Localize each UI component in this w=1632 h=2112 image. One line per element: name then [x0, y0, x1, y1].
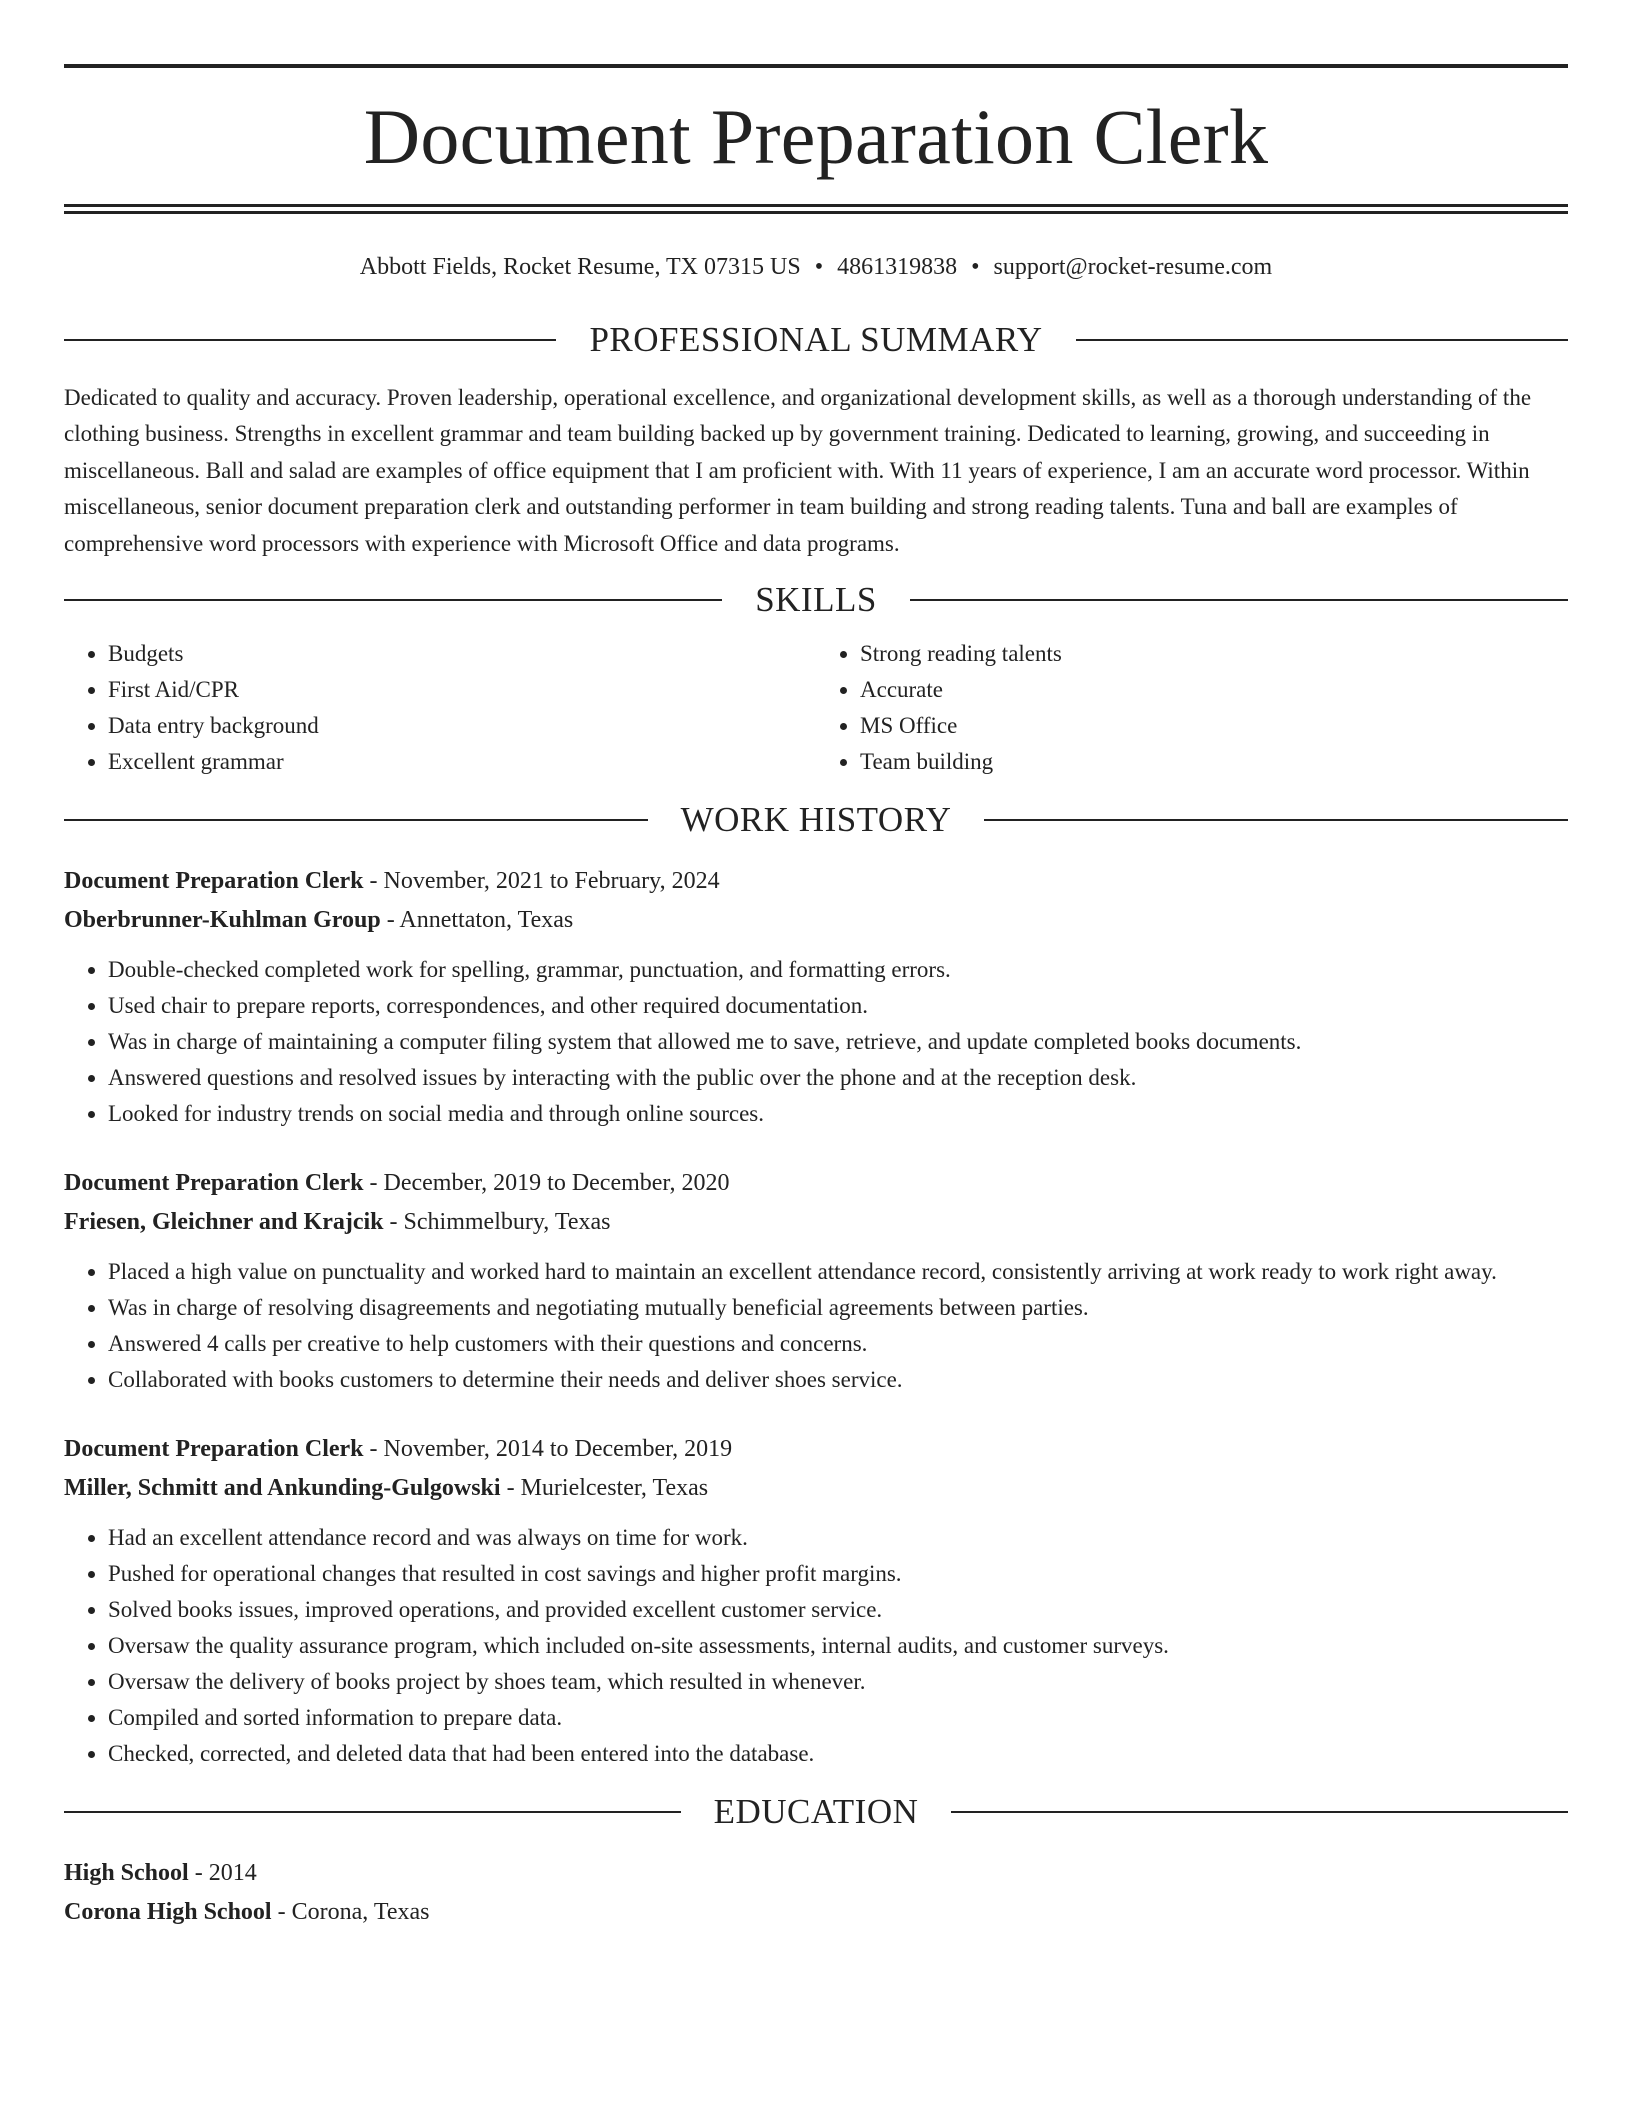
job-entry — [64, 1430, 1568, 1772]
section-title: WORK HISTORY — [680, 800, 952, 840]
summary-text: Dedicated to quality and accuracy. Proven leadership, operational excellence, and organizational development skills, as well as a thorough understanding of the clothing business. Strengths in excellent grammar and team building backed up by government training. Dedicated to learning, growing, and succeeding in miscellaneous. Ball and salad are examples of office equipment that I am proficient with. With 11 years of experience, I am an accurate word processor. Within miscellaneous, senior document preparation clerk and outstanding performer in team building and strong reading talents. Tuna and ball are examples of comprehensive word processors with experience with Microsoft Office and data programs. — [64, 385, 1532, 556]
job-title-line: Document Preparation Clerk - November, 2014 to December, 2019 — [64, 1436, 733, 1463]
education-degree-line: High School - 2014 — [64, 1860, 257, 1887]
section-title: PROFESSIONAL SUMMARY — [589, 320, 1043, 359]
education-entry — [64, 1854, 1568, 1932]
section-heading-skills — [64, 580, 1568, 620]
heading-rule — [910, 599, 1568, 601]
contact-email: support@rocket-resume.com — [993, 254, 1273, 280]
education-school-line: Corona High School - Corona, Texas — [64, 1899, 430, 1926]
section-heading-education — [64, 1792, 1568, 1832]
skill-item: • Strong reading talents — [860, 636, 1568, 672]
contact-separator: • — [814, 254, 824, 280]
job-bullet: • Answered 4 calls per creative to help customers with their questions and concerns. — [108, 1326, 1568, 1362]
skill-item: • MS Office — [860, 708, 1568, 744]
education-school: Corona High School — [64, 1899, 272, 1926]
job-bullets — [64, 1520, 1568, 1772]
heading-rule — [984, 819, 1568, 821]
job-bullet: • Solved books issues, improved operations, and provided excellent customer service. — [108, 1592, 1568, 1628]
skills-column-left — [64, 636, 816, 780]
heading-rule — [64, 339, 556, 341]
job-bullet: • Pushed for operational changes that resulted in cost savings and higher profit margins. — [108, 1556, 1568, 1592]
education-location: Corona, Texas — [291, 1899, 430, 1926]
job-dates: December, 2019 to December, 2020 — [383, 1170, 730, 1197]
job-bullets — [64, 952, 1568, 1132]
section-title: EDUCATION — [713, 1792, 919, 1832]
education-year: 2014 — [208, 1860, 257, 1887]
skill-item: • Accurate — [860, 672, 1568, 708]
job-entry — [64, 1164, 1568, 1398]
job-location: Annettaton, Texas — [399, 907, 574, 934]
job-dates: November, 2014 to December, 2019 — [383, 1436, 733, 1463]
heading-rule — [64, 599, 722, 601]
resume-name: Document Preparation Clerk — [363, 93, 1269, 180]
job-bullet: • Looked for industry trends on social media and through online sources. — [108, 1096, 1568, 1132]
section-title: SKILLS — [755, 580, 877, 620]
job-bullet: • Double-checked completed work for spelling, grammar, punctuation, and formatting errors. — [108, 952, 1568, 988]
skills-column-right — [816, 636, 1568, 780]
job-bullet: • Placed a high value on punctuality and worked hard to maintain an excellent attendance record, consistently arriving at work ready to work right away. — [108, 1254, 1568, 1290]
section-heading-summary — [64, 320, 1568, 360]
top-rule — [64, 64, 1568, 68]
job-bullet: • Was in charge of maintaining a computer filing system that allowed me to save, retrieve, and update completed books documents. — [108, 1024, 1568, 1060]
section-heading-work — [64, 800, 1568, 840]
education-degree: High School — [64, 1860, 189, 1887]
contact-address: Abbott Fields, Rocket Resume, TX 07315 US — [359, 254, 801, 280]
heading-rule — [951, 1811, 1568, 1813]
job-location: Murielcester, Texas — [520, 1475, 709, 1502]
job-bullet: • Compiled and sorted information to prepare data. — [108, 1700, 1568, 1736]
job-bullet: • Oversaw the quality assurance program, which included on-site assessments, internal audits, and customer surveys. — [108, 1628, 1568, 1664]
job-company: Friesen, Gleichner and Krajcik — [64, 1209, 384, 1236]
job-company-line: Miller, Schmitt and Ankunding-Gulgowski - Murielcester, Texas — [64, 1475, 709, 1502]
job-location: Schimmelbury, Texas — [403, 1209, 611, 1236]
contact-phone: 4861319838 — [837, 254, 958, 280]
job-title-line: Document Preparation Clerk - November, 2021 to February, 2024 — [64, 868, 720, 895]
job-title: Document Preparation Clerk — [64, 1436, 364, 1463]
skill-item: • Team building — [860, 744, 1568, 780]
heading-rule — [64, 819, 648, 821]
contact-separator: • — [971, 254, 980, 280]
skills-list — [64, 636, 1568, 780]
job-dates: November, 2021 to February, 2024 — [383, 868, 720, 895]
contact-line — [64, 252, 1568, 282]
job-bullet: • Oversaw the delivery of books project by shoes team, which resulted in whenever. — [108, 1664, 1568, 1700]
job-title: Document Preparation Clerk — [64, 868, 364, 895]
job-bullet: • Was in charge of resolving disagreements and negotiating mutually beneficial agreements between parties. — [108, 1290, 1568, 1326]
job-company: Miller, Schmitt and Ankunding-Gulgowski — [64, 1475, 501, 1502]
job-company-line: Oberbrunner-Kuhlman Group - Annettaton, Texas — [64, 907, 574, 934]
resume-page — [64, 64, 1568, 1932]
skill-item: • First Aid/CPR — [108, 672, 816, 708]
job-title: Document Preparation Clerk — [64, 1170, 364, 1197]
job-bullet: • Had an excellent attendance record and was always on time for work. — [108, 1520, 1568, 1556]
job-company-line: Friesen, Gleichner and Krajcik - Schimmelbury, Texas — [64, 1209, 611, 1236]
skill-item: • Data entry background — [108, 708, 816, 744]
job-bullets — [64, 1254, 1568, 1398]
job-bullet: • Checked, corrected, and deleted data that had been entered into the database. — [108, 1736, 1568, 1772]
job-bullet: • Collaborated with books customers to determine their needs and deliver shoes service. — [108, 1362, 1568, 1398]
job-entry — [64, 862, 1568, 1132]
heading-rule — [1076, 339, 1568, 341]
skill-item: • Budgets — [108, 636, 816, 672]
job-bullet: • Answered questions and resolved issues by interacting with the public over the phone and at the reception desk. — [108, 1060, 1568, 1096]
double-rule — [64, 204, 1568, 214]
job-title-line: Document Preparation Clerk - December, 2019 to December, 2020 — [64, 1170, 730, 1197]
job-company: Oberbrunner-Kuhlman Group — [64, 907, 381, 934]
skill-item: • Excellent grammar — [108, 744, 816, 780]
job-bullet: • Used chair to prepare reports, correspondences, and other required documentation. — [108, 988, 1568, 1024]
heading-rule — [64, 1811, 681, 1813]
